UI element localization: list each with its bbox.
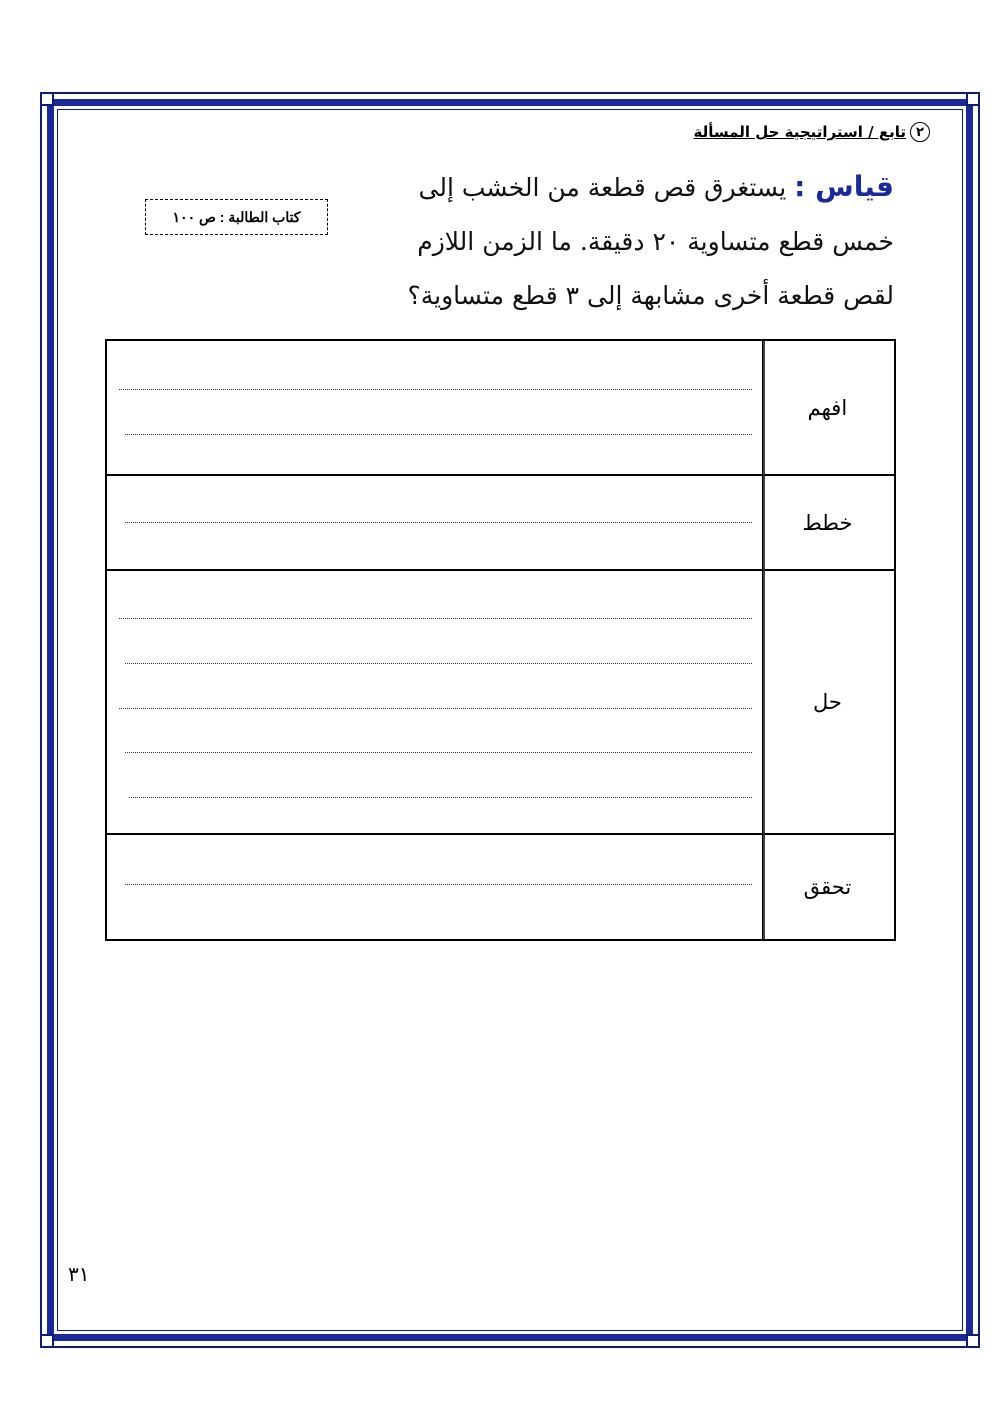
table-row: [107, 341, 894, 476]
section-number: ٢: [910, 122, 930, 142]
step-check: تحقق: [763, 835, 894, 939]
answer-area-plan[interactable]: [107, 476, 763, 571]
frame-corner: [966, 1334, 980, 1348]
frame-corner: [40, 1334, 54, 1348]
step-understand: افهم: [763, 341, 894, 476]
answer-area-solve[interactable]: [107, 571, 763, 835]
step-solve: حل: [763, 571, 894, 835]
table-row: [107, 571, 894, 835]
problem-solving-table: [105, 339, 896, 941]
page-number: ٣١: [68, 1262, 90, 1286]
frame-corner: [966, 92, 980, 106]
answer-area-check[interactable]: [107, 835, 763, 939]
section-header: [694, 122, 930, 142]
table-row: [107, 835, 894, 939]
step-plan: خطط: [763, 476, 894, 571]
answer-area-understand[interactable]: [107, 341, 763, 476]
book-reference: كتاب الطالبة : ص ١٠٠: [145, 199, 328, 235]
section-title: تابع / استراتيجية حل المسألة: [693, 123, 906, 141]
problem-text: يستغرق قص قطعة من الخشب إلى خمس قطع متساوية ٢٠ دقيقة. ما الزمن اللازم لقص قطعة أخرى مشابهة إلى ٣ قطع متساوية؟: [407, 173, 894, 310]
problem-statement: [374, 160, 894, 323]
frame-corner: [40, 92, 54, 106]
problem-label: قياس :: [794, 170, 894, 203]
table-row: [107, 476, 894, 571]
